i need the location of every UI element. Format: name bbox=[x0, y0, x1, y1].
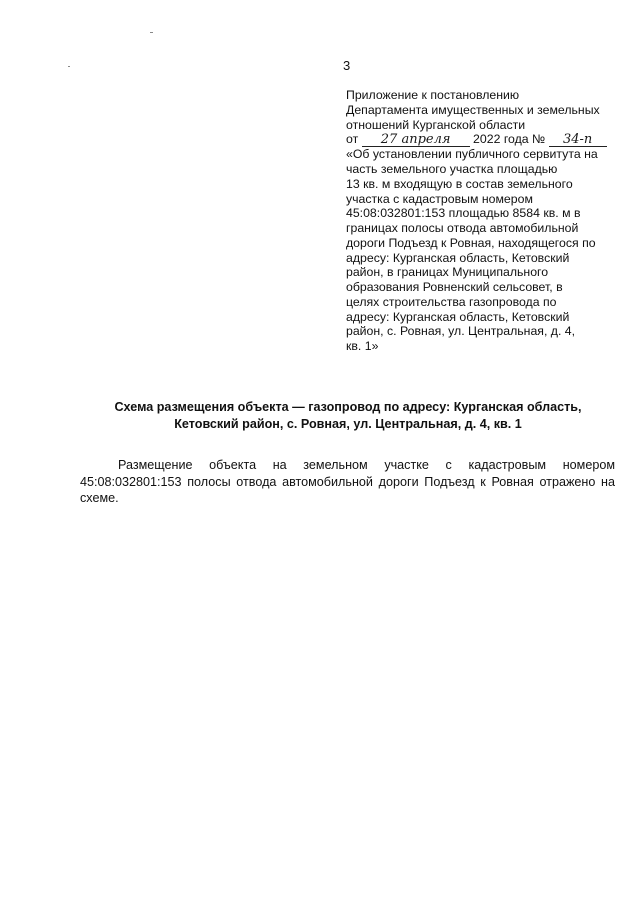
heading-line: Схема размещения объекта — газопровод по адресу: Курганская область, bbox=[114, 400, 582, 414]
scheme-heading bbox=[80, 399, 616, 433]
handwritten-number: 34-п bbox=[549, 134, 607, 147]
appendix-line: Приложение к постановлению bbox=[346, 88, 520, 102]
appendix-line: Департамента имущественных и земельных bbox=[346, 102, 600, 117]
decree-title-line: «Об установлении публичного сервитута на bbox=[346, 147, 598, 162]
decree-title-line: дороги Подъезд к Ровная, находящегося по bbox=[346, 235, 596, 250]
decree-title-line: 45:08:032801:153 площадью 8584 кв. м в bbox=[346, 206, 581, 221]
decree-title-line: адресу: Курганская область, Кетовский bbox=[346, 250, 570, 265]
body-paragraph bbox=[80, 457, 615, 507]
decree-title-line: целях строительства газопровода по bbox=[346, 294, 557, 309]
decree-title-line: район, с. Ровная, ул. Центральная, д. 4, bbox=[346, 324, 576, 339]
date-line bbox=[346, 132, 618, 147]
appendix-line: отношений Курганской области bbox=[346, 117, 526, 132]
decree-title-line: часть земельного участка площадью bbox=[346, 162, 558, 176]
body-line: 45:08:032801:153 полосы отвода автомобильной дороги Подъезд к Ровная отражено на bbox=[80, 474, 615, 489]
decree-title-line: границах полосы отвода автомобильной bbox=[346, 221, 579, 235]
decree-title-line: 13 кв. м входящую в состав земельного bbox=[346, 176, 573, 191]
body-line: Размещение объекта на земельном участке с кадастровым номером bbox=[118, 458, 615, 472]
scan-speck bbox=[68, 66, 70, 67]
handwritten-date: 27 апреля bbox=[362, 134, 470, 147]
date-prefix: от bbox=[346, 132, 359, 147]
decree-title-line: кв. 1» bbox=[346, 339, 379, 353]
heading-line: Кетовский район, с. Ровная, ул. Центральная, д. 4, кв. 1 bbox=[174, 417, 522, 431]
scan-speck bbox=[150, 32, 153, 33]
decree-title-line: адресу: Курганская область, Кетовский bbox=[346, 309, 570, 324]
year-text: 2022 года № bbox=[473, 132, 546, 147]
decree-title-line: район, в границах Муниципального bbox=[346, 265, 549, 280]
decree-title-line: образования Ровненский сельсовет, в bbox=[346, 280, 563, 294]
body-line: схеме. bbox=[80, 491, 119, 505]
decree-title-line: участка с кадастровым номером bbox=[346, 191, 533, 206]
appendix-block bbox=[346, 88, 618, 354]
page-number: 3 bbox=[343, 58, 351, 73]
